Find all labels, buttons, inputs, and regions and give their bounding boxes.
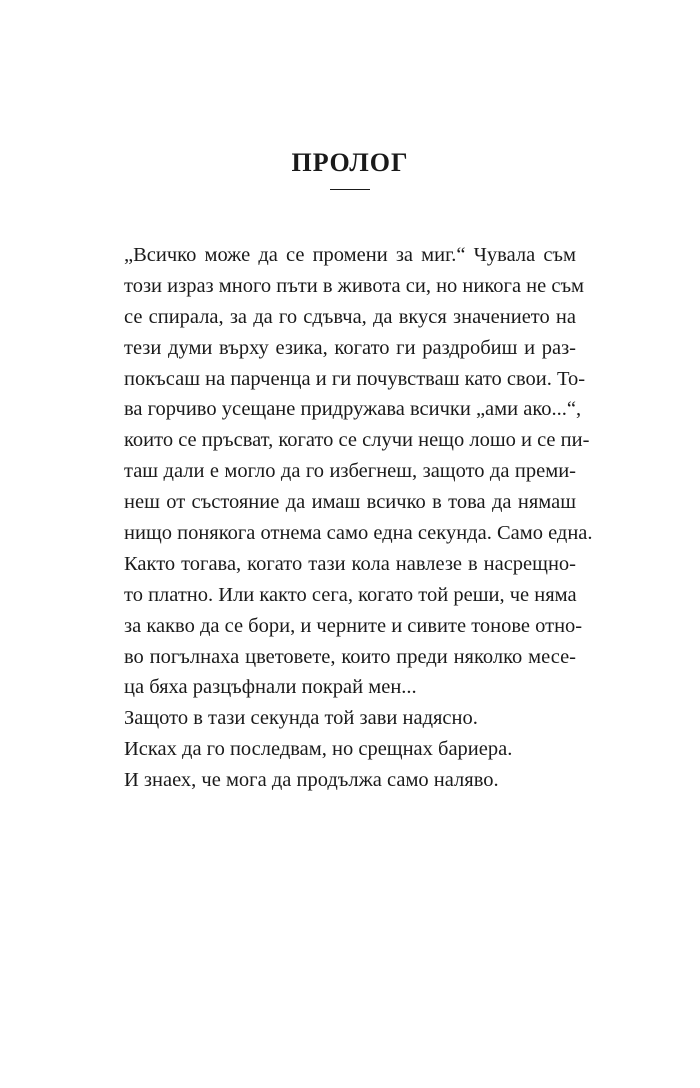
chapter-body — [124, 240, 593, 796]
text-line: неш от състояние да имаш всичко в това да нямаш — [124, 491, 576, 514]
short-paragraph: Защото в тази секунда той зави надясно. — [124, 707, 478, 730]
text-line: нищо понякога отнема само една секунда. Само една. — [124, 522, 593, 545]
text-line: се спирала, за да го сдъвча, да вкуся значението на — [124, 305, 576, 328]
short-paragraph: Исках да го последвам, но срещнах бариера. — [124, 738, 513, 761]
text-line: то платно. Или както сега, когато той реши, че няма — [124, 583, 577, 606]
text-line: „Всичко може да се промени за миг.“ Чувала съм — [124, 244, 576, 266]
title-divider — [330, 189, 370, 190]
text-line: ва горчиво усещане придружава всички „ами ако...“, — [124, 398, 582, 421]
short-paragraph: И знаех, че мога да продължа само наляво. — [124, 769, 499, 792]
text-line: покъсаш на парченца и ги почувстваш като свои. То- — [124, 367, 586, 390]
text-line: ца бяха разцъфнали покрай мен... — [124, 676, 417, 699]
chapter-title: ПРОЛОГ — [291, 148, 409, 177]
text-line: во погълнаха цветовете, които преди няколко месе- — [124, 645, 576, 668]
text-line: Както тогава, когато тази кола навлезе в насрещно- — [124, 552, 576, 575]
text-line: за какво да се бори, и черните и сивите тонове отно- — [124, 614, 583, 637]
text-line: тези думи върху езика, когато ги раздробиш и раз- — [124, 336, 576, 359]
text-line: този израз много пъти в живота си, но никога не съм — [124, 274, 585, 297]
text-line: които се пръсват, когато се случи нещо лошо и се пи- — [124, 429, 590, 452]
text-line: таш дали е могло да го избегнеш, защото да преми- — [124, 460, 576, 483]
